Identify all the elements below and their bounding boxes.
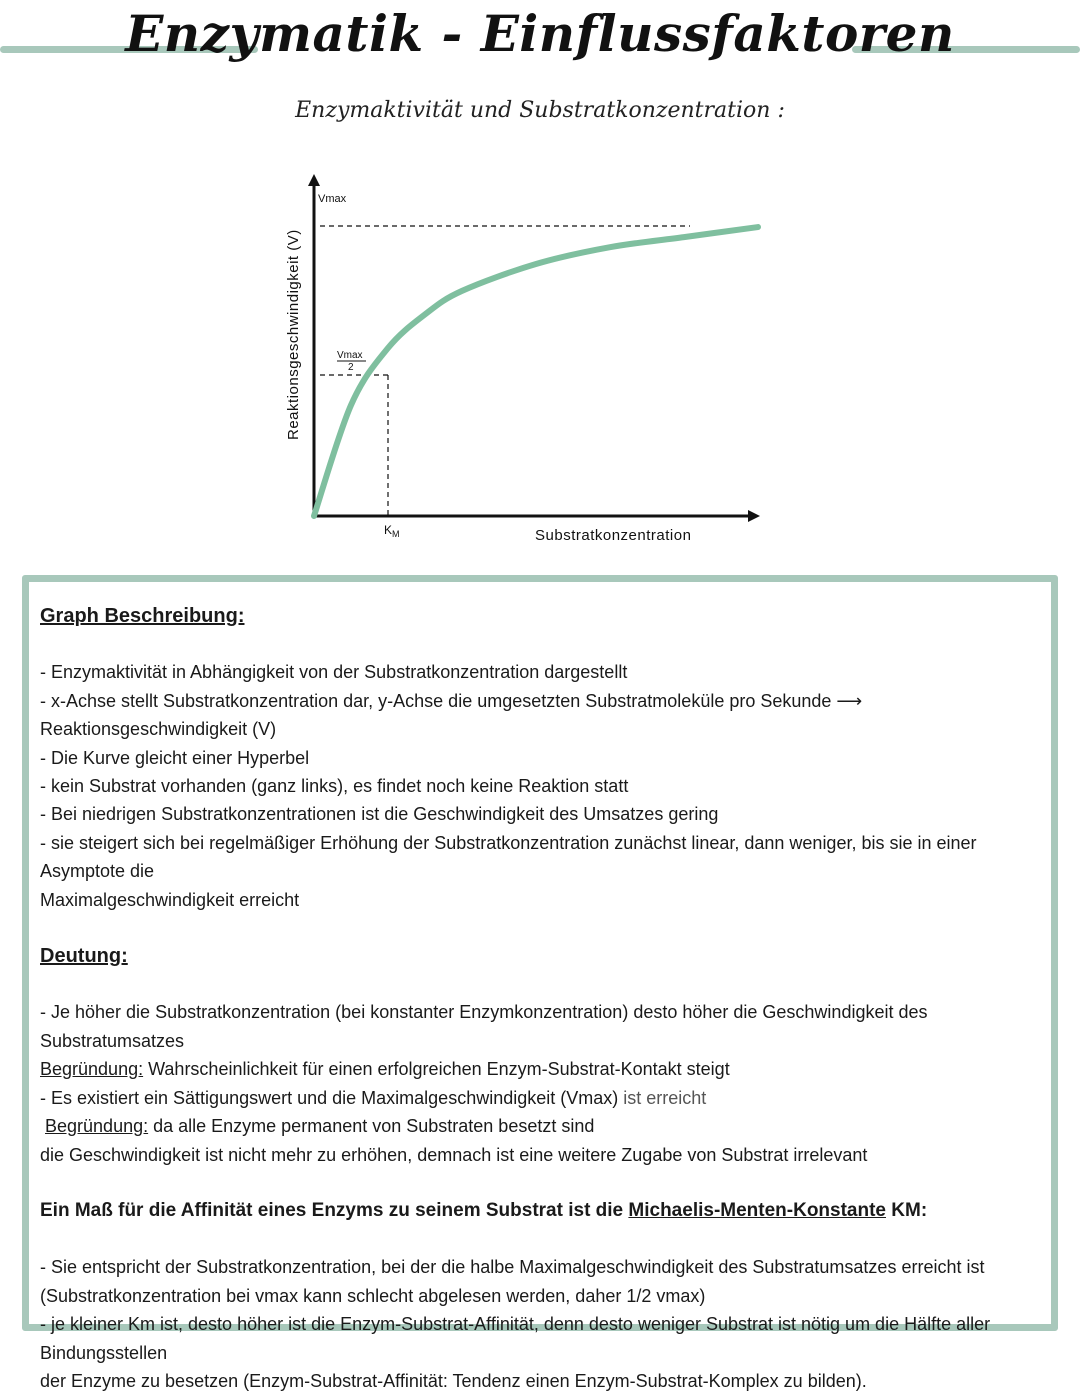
half-vmax-numerator: Vmax bbox=[337, 350, 363, 361]
km-heading-b: KM: bbox=[886, 1199, 928, 1221]
begruendung-label-1: Begründung: bbox=[40, 1059, 144, 1080]
km-line-3: - je kleiner Km ist, desto höher ist die Enzym-Substrat-Affinität, denn desto weniger Substrat ist nötig um die Hälfte aller Bindungsstellen bbox=[40, 1314, 991, 1363]
section-heading-graph: Graph Beschreibung: bbox=[40, 605, 245, 627]
section-heading-km bbox=[40, 1197, 1040, 1225]
section-heading-deutung: Deutung: bbox=[40, 945, 128, 968]
page-title: Enzymatik - Einflussfaktoren bbox=[125, 4, 955, 63]
page-subtitle: Enzymaktivität und Substratkonzentration : bbox=[295, 98, 785, 123]
michaelis-menten-chart bbox=[270, 170, 790, 560]
graph-line-1: - Enzymaktivität in Abhängigkeit von der Substratkonzentration dargestellt bbox=[40, 662, 628, 683]
graph-line-3: - Die Kurve gleicht einer Hyperbel bbox=[40, 747, 310, 768]
km-line-2: (Substratkonzentration bei vmax kann schlecht abgelesen werden, daher 1/2 vmax) bbox=[40, 1285, 706, 1306]
km-label: $K_M$ bbox=[384, 523, 400, 539]
y-axis-arrow bbox=[308, 174, 320, 186]
km-heading-link: Michaelis-Menten-Konstante bbox=[628, 1199, 886, 1221]
x-axis-label: Substratkonzentration bbox=[535, 527, 692, 544]
deutung-line-4 bbox=[40, 1112, 1040, 1140]
y-axis-label: Reaktionsgeschwindigkeit (V) bbox=[285, 229, 302, 440]
graph-line-4: - kein Substrat vorhanden (ganz links), es findet noch keine Reaktion statt bbox=[40, 776, 629, 797]
km-line-4: der Enzyme zu besetzen (Enzym-Substrat-Affinität: Tendenz einen Enzym-Substrat-Komplex zu bilden). bbox=[40, 1370, 867, 1391]
graph-line-6: - sie steigert sich bei regelmäßiger Erhöhung der Substratkonzentration zunächst linear, dann weniger, bis sie in einer Asymptote die bbox=[40, 832, 977, 882]
deutung-line-3 bbox=[40, 1084, 1040, 1112]
begruendung-text-2: da alle Enzyme permanent von Substraten besetzt sind bbox=[148, 1116, 595, 1137]
km-line-1: - Sie entspricht der Substratkonzentration, bei der die halbe Maximalgeschwindigkeit des Substratumsatzes erreicht ist bbox=[40, 1257, 985, 1278]
vmax-label: Vmax bbox=[318, 193, 347, 205]
graph-line-2: - x-Achse stellt Substratkonzentration dar, y-Achse die umgesetzten Substratmoleküle pro Sekunde ⟶ Reaktionsgeschwindigkeit (V) bbox=[40, 690, 863, 740]
deutung-line-2 bbox=[40, 1055, 1040, 1083]
deutung-line-3b: ist erreicht bbox=[618, 1087, 707, 1108]
graph-line-5: - Bei niedrigen Substratkonzentrationen ist die Geschwindigkeit des Umsatzes gering bbox=[40, 804, 719, 825]
content-area bbox=[40, 602, 1040, 1395]
deutung-line-1: - Je höher die Substratkonzentration (bei konstanter Enzymkonzentration) desto höher die Geschwindigkeit des Substratumsatzes bbox=[40, 1002, 928, 1051]
deutung-line-3a: - Es existiert ein Sättigungswert und die Maximalgeschwindigkeit (Vmax) bbox=[40, 1087, 619, 1108]
x-axis-arrow bbox=[748, 510, 760, 522]
deutung-line-5: die Geschwindigkeit ist nicht mehr zu erhöhen, demnach ist eine weitere Zugabe von Substrat irrelevant bbox=[40, 1144, 868, 1165]
begruendung-text-1: Wahrscheinlichkeit für einen erfolgreichen Enzym-Substrat-Kontakt steigt bbox=[143, 1059, 730, 1080]
half-vmax-denominator: 2 bbox=[348, 362, 354, 373]
graph-line-7: Maximalgeschwindigkeit erreicht bbox=[40, 889, 300, 910]
saturation-curve bbox=[314, 227, 758, 516]
km-heading-a: Ein Maß für die Affinität eines Enzyms zu seinem Substrat ist die bbox=[40, 1199, 629, 1221]
begruendung-label-2: Begründung: bbox=[45, 1116, 149, 1137]
